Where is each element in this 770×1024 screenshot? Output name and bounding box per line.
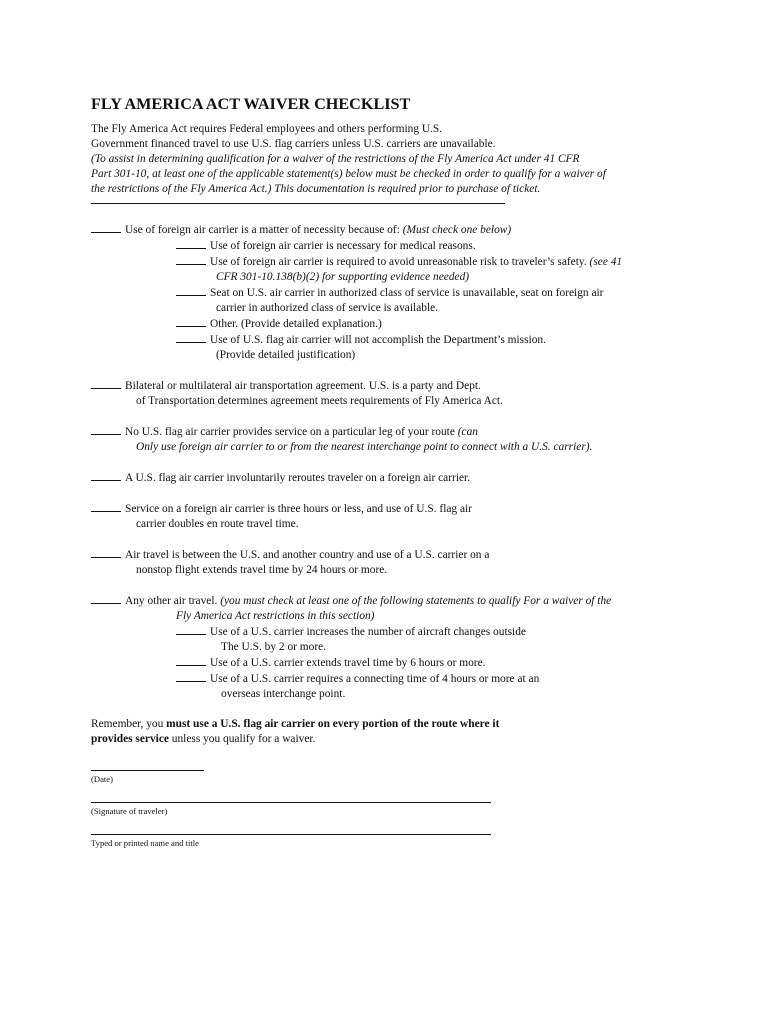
- sub-item-text: Use of a U.S. carrier requires a connecting time of 4 hours or more at an: [210, 673, 540, 685]
- item-text: Use of foreign air carrier is a matter of necessity because of:: [125, 224, 403, 236]
- sub-item-medical: [91, 238, 691, 254]
- signature-label: (Signature of traveler): [91, 806, 168, 816]
- sub-item-other: [91, 316, 691, 332]
- item-cont-line: carrier doubles en route travel time.: [136, 518, 299, 530]
- signature-block: [91, 769, 691, 849]
- checklist-item-other-travel: [91, 593, 691, 702]
- item-cont-line: Fly America Act restrictions in this section): [176, 610, 375, 622]
- date-line[interactable]: [91, 769, 204, 771]
- item-text: Bilateral or multilateral air transportation agreement. U.S. is a party and Dept.: [125, 380, 481, 392]
- checklist-item-three-hours: [91, 501, 691, 532]
- sub-item-text: Use of a U.S. carrier increases the number of aircraft changes outside: [210, 626, 526, 638]
- checkbox-blank[interactable]: [176, 332, 206, 343]
- checklist-item-necessity: [91, 222, 691, 363]
- checklist-item-bilateral: [91, 378, 691, 409]
- spacer: [91, 817, 691, 833]
- item-main-line: [91, 222, 691, 238]
- sub-item-safety: [91, 254, 691, 270]
- document-page: [91, 94, 691, 849]
- reminder-text: unless you qualify for a waiver.: [168, 733, 316, 745]
- item-cont-line: Only use foreign air carrier to or from the nearest interchange point to connect with a U.S. carrier).: [136, 441, 593, 453]
- checklist-item-24-hours: [91, 547, 691, 578]
- sub-item-safety-cont: CFR 301-10.138(b)(2) for supporting evidence needed): [216, 271, 470, 283]
- sub-item-seat: [91, 285, 691, 301]
- signature-line[interactable]: [91, 801, 491, 803]
- sub-item-text: Use of U.S. flag air carrier will not accomplish the Department’s mission.: [210, 334, 546, 346]
- checkbox-blank[interactable]: [91, 222, 121, 233]
- reminder-bold-text: must use a U.S. flag air carrier on every portion of the route where it: [166, 718, 500, 730]
- item-text-italic: (Must check one below): [402, 224, 512, 236]
- sub-item-text-italic: (see 41: [589, 256, 623, 268]
- item-text: A U.S. flag air carrier involuntarily reroutes traveler on a foreign air carrier.: [125, 472, 471, 484]
- item-main-line: [91, 501, 691, 517]
- intro-italic-1: (To assist in determining qualification for a waiver of the restrictions of the Fly America Act under 41 CFR: [91, 153, 580, 165]
- item-text-italic: (you must check at least one of the following statements to qualify For a waiver of the: [220, 595, 612, 607]
- sub-item-connecting-time: [91, 671, 691, 687]
- checkbox-blank[interactable]: [176, 316, 206, 327]
- item-text: Service on a foreign air carrier is three hours or less, and use of U.S. flag air: [125, 503, 472, 515]
- sub-item-six-hours: [91, 655, 691, 671]
- sub-item-seat-cont: carrier in authorized class of service is available.: [216, 302, 439, 314]
- sub-item-mission: [91, 332, 691, 348]
- name-title-line[interactable]: [91, 833, 491, 835]
- reminder-paragraph: [91, 717, 691, 747]
- sub-item-aircraft-changes: [91, 624, 691, 640]
- reminder-bold-text: provides service: [91, 733, 169, 745]
- checkbox-blank[interactable]: [91, 424, 121, 435]
- checkbox-blank[interactable]: [176, 285, 206, 296]
- item-main-line: [91, 378, 691, 394]
- intro-italic-2: Part 301-10, at least one of the applicable statement(s) below must be checked in order to qualify for a waiver of: [91, 168, 606, 180]
- intro-line-1: The Fly America Act requires Federal employees and others performing U.S.: [91, 123, 443, 135]
- sub-item-text: Use of foreign air carrier is necessary for medical reasons.: [210, 240, 476, 252]
- item-main-line: [91, 424, 691, 440]
- item-text: Air travel is between the U.S. and another country and use of a U.S. carrier on a: [125, 549, 490, 561]
- name-title-label: Typed or printed name and title: [91, 838, 199, 848]
- item-main-line: [91, 593, 691, 609]
- sub-item-text: Use of foreign air carrier is required to avoid unreasonable risk to traveler’s safety.: [210, 256, 590, 268]
- checkbox-blank[interactable]: [91, 593, 121, 604]
- sub-item-connecting-time-cont: overseas interchange point.: [221, 688, 346, 700]
- reminder-line-1: [91, 717, 691, 732]
- item-text-italic: (can: [457, 426, 478, 438]
- checkbox-blank[interactable]: [91, 470, 121, 481]
- reminder-text: Remember, you: [91, 718, 167, 730]
- sub-item-aircraft-changes-cont: The U.S. by 2 or more.: [221, 641, 327, 653]
- checklist-item-no-service: [91, 424, 691, 455]
- item-cont-line: nonstop flight extends travel time by 24 hours or more.: [136, 564, 388, 576]
- checklist-item-reroute: [91, 470, 691, 486]
- page-title: FLY AMERICA ACT WAIVER CHECKLIST: [91, 95, 411, 113]
- item-main-line: [91, 470, 691, 486]
- checkbox-blank[interactable]: [176, 624, 206, 635]
- sub-item-text: Use of a U.S. carrier extends travel time by 6 hours or more.: [210, 657, 486, 669]
- checkbox-blank[interactable]: [176, 655, 206, 666]
- reminder-line-2: [91, 732, 691, 747]
- sub-item-text: Other. (Provide detailed explanation.): [210, 318, 382, 330]
- intro-italic-3: the restrictions of the Fly America Act.) This documentation is required prior to purchase of ticket.: [91, 183, 541, 195]
- item-main-line: [91, 547, 691, 563]
- item-cont-line: of Transportation determines agreement meets requirements of Fly America Act.: [136, 395, 503, 407]
- sub-item-text: Seat on U.S. air carrier in authorized class of service is unavailable, seat on foreign air: [210, 287, 604, 299]
- intro-line-2: Government financed travel to use U.S. flag carriers unless U.S. carriers are unavailable.: [91, 138, 496, 150]
- checkbox-blank[interactable]: [91, 501, 121, 512]
- sub-item-mission-cont: (Provide detailed justification): [216, 349, 356, 361]
- checkbox-blank[interactable]: [176, 238, 206, 249]
- divider-rule: [91, 197, 505, 204]
- checkbox-blank[interactable]: [91, 547, 121, 558]
- date-label: (Date): [91, 774, 113, 784]
- checkbox-blank[interactable]: [176, 254, 206, 265]
- item-text: No U.S. flag air carrier provides service on a particular leg of your route: [125, 426, 458, 438]
- checkbox-blank[interactable]: [91, 378, 121, 389]
- spacer: [91, 785, 691, 801]
- item-text: Any other air travel.: [125, 595, 221, 607]
- checkbox-blank[interactable]: [176, 671, 206, 682]
